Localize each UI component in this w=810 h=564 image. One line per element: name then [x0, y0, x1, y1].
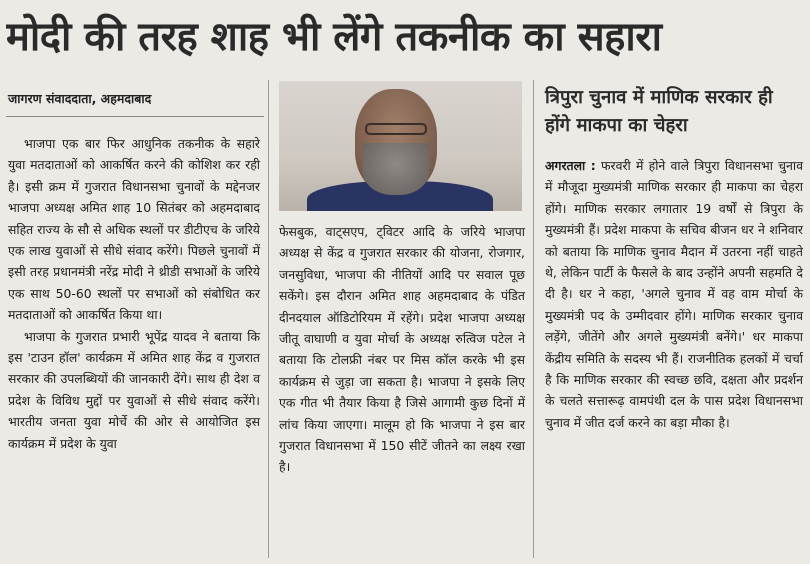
amit-shah-photo — [279, 81, 522, 211]
side-story-dateline: अगरतला : — [545, 158, 596, 173]
side-story-paragraph: फरवरी में होने वाले त्रिपुरा विधानसभा चुनाव में मौजूदा मुख्यमंत्री माणिक सरकार ही माकपा का चेहरा होंगे। माणिक सरकार लगातार 19 वर्षों से त्रिपुरा के मुख्यमंत्री हैं। प्रदेश माकपा के सचिव बीजन धर ने शनिवार को बताया कि माणिक चुनाव मैदान में उतरना नहीं चाहते थे, लेकिन पार्टी के फैसले के बाद उन्होंने अपनी सहमति दे दी है। धर ने कहा, 'अगले चुनाव में वह वाम मोर्चा के मुख्यमंत्री पद के उम्मीदवार होंगे। माणिक सरकार चुनाव लड़ेंगे, जीतेंगे और अगले मुख्यमंत्री बनेंगे।' धर माकपा केंद्रीय समिति के सदस्य भी हैं। राजनीतिक हलकों में चर्चा है कि माणिक सरकार की स्वच्छ छवि, दक्षता और प्रदर्शन के चलते सत्तारूढ़ वामपंथी दल के पास प्रदेश विधानसभा चुनाव में जीत दर्ज करने का बड़ा मौका है। — [545, 158, 803, 430]
side-story-column — [545, 155, 803, 433]
side-story-headline: त्रिपुरा चुनाव में माणिक सरकार ही होंगे माकपा का चेहरा — [545, 87, 773, 136]
byline-divider — [6, 116, 264, 117]
article-paragraph-3: फेसबुक, वाट्सएप, ट्विटर आदि के जरिये भाजपा अध्यक्ष से केंद्र व गुजरात सरकार की योजना, रोजगार, जनसुविधा, भाजपा की नीतियों आदि पर सवाल पूछ सकेंगे। इस दौरान अमित शाह अहमदाबाद के पंडित दीनदयाल ऑडिटोरियम में रहेंगे। प्रदेश भाजपा अध्यक्ष जीतू वाघाणी व युवा मोर्चा के अध्यक्ष रुत्विज पटेल ने बताया कि टोलफ्री नंबर पर मिस कॉल करके भी इस कार्यक्रम से जुड़ा जा सकता है। भाजपा ने इसके लिए एक गीत भी तैयार किया है जिसे आगामी कुछ दिनों में लांच किया जाएगा। मालूम हो कि भाजपा ने इस बार गुजरात विधानसभा में 150 सीटें जीतने का लक्ष्य रखा है। — [279, 224, 525, 475]
column-divider-left — [268, 80, 269, 558]
article-paragraph-1: भाजपा एक बार फिर आधुनिक तकनीक के सहारे युवा मतदाताओं को आकर्षित करने की कोशिश कर रही है। इसी क्रम में गुजरात विधानसभा चुनावों के मद्देनजर भाजपा अध्यक्ष अमित शाह 10 सितंबर को अहमदाबाद सहित राज्य के सौ से अधिक स्थलों पर डीटीएच के जरिये एक लाख युवाओं से सीधे संवाद करेंगे। पिछले चुनावों में इसी तरह प्रधानमंत्री नरेंद्र मोदी ने थ्रीडी सभाओं के जरिये एक साथ 50-60 स्थलों पर सभाओं को संबोधित कर मतदाताओं को आकर्षित किया था। — [8, 136, 260, 323]
column-divider-right — [533, 80, 534, 558]
article-column-2 — [279, 221, 525, 478]
byline: जागरण संवाददाता, अहमदाबाद — [8, 91, 152, 106]
main-headline: मोदी की तरह शाह भी लेंगे तकनीक का सहारा — [6, 14, 662, 60]
article-column-1 — [8, 133, 260, 454]
article-paragraph-2: भाजपा के गुजरात प्रभारी भूपेंद्र यादव ने बताया कि इस 'टाउन हॉल' कार्यक्रम में अमित शाह केंद्र व गुजरात सरकार की उपलब्धियों की जानकारी देंगे। साथ ही देश व प्रदेश के विविध मुद्दों पर युवाओं से सीधे संवाद करेंगे। भारतीय जनता युवा मोर्चे की ओर से आयोजित इस कार्यक्रम में प्रदेश के युवा — [8, 328, 260, 451]
